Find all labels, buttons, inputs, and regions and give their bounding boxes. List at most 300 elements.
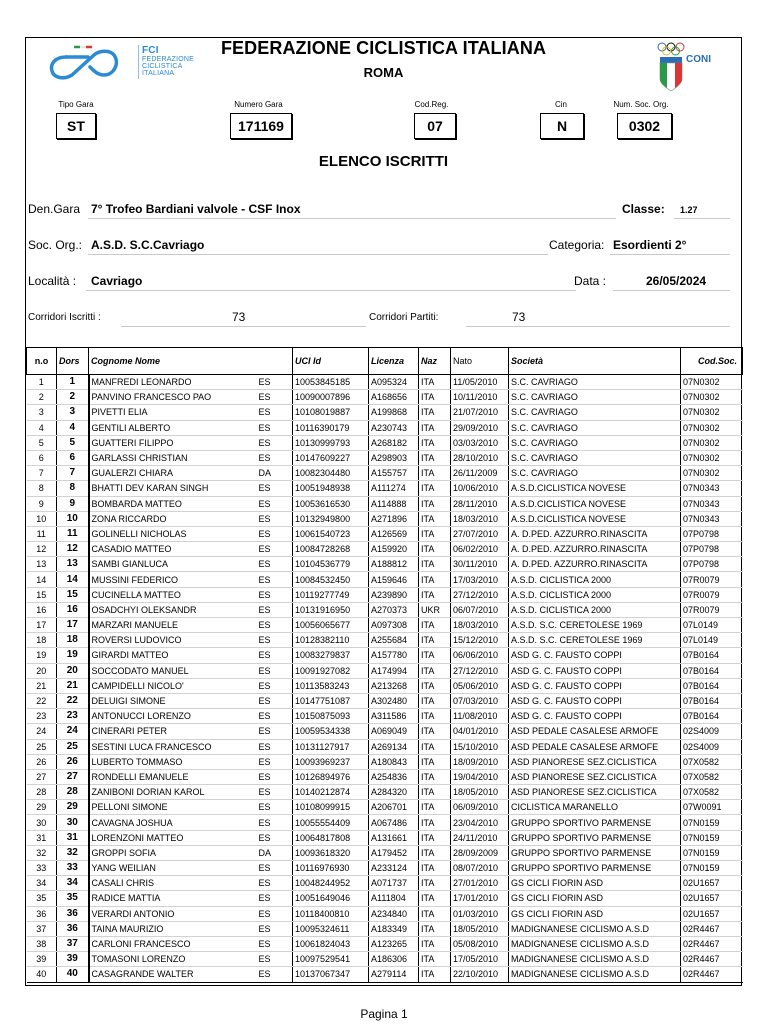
birth-date: 28/10/2010 (451, 450, 509, 465)
den-gara-value: 7° Trofeo Bardiani valvole - CSF Inox (91, 202, 301, 216)
rider-name: CASAGRANDE WALTER (89, 967, 257, 982)
uci-id: 10053616530 (293, 496, 369, 511)
cod-reg-value: 07 (414, 113, 456, 139)
row-number: 12 (27, 542, 57, 557)
team-code: 07R0079 (681, 572, 743, 587)
uci-id: 10140212874 (293, 785, 369, 800)
tipo-gara-label: Tipo Gara (58, 100, 94, 109)
row-number: 15 (27, 587, 57, 602)
bib-number: 20 (57, 663, 89, 678)
uci-id: 10108099915 (293, 800, 369, 815)
uci-id: 10091927082 (293, 663, 369, 678)
birth-date: 18/09/2010 (451, 754, 509, 769)
bib-number: 32 (57, 845, 89, 860)
bib-number: 3 (57, 405, 89, 420)
team-code: 07N0159 (681, 845, 743, 860)
row-number: 31 (27, 830, 57, 845)
uci-id: 10116976930 (293, 861, 369, 876)
bib-number: 24 (57, 724, 89, 739)
bib-number: 29 (57, 800, 89, 815)
localita-underline (86, 290, 576, 291)
rider-name: TOMASONI LORENZO (89, 952, 257, 967)
row-number: 13 (27, 557, 57, 572)
nationality: ITA (419, 511, 451, 526)
rider-name: ZONA RICCARDO (89, 511, 257, 526)
rider-category: DA (257, 845, 293, 860)
table-row (27, 420, 743, 435)
rider-category: ES (257, 678, 293, 693)
table-row (27, 936, 743, 951)
birth-date: 10/06/2010 (451, 481, 509, 496)
license-number: A157780 (369, 648, 419, 663)
nationality: ITA (419, 845, 451, 860)
rider-category: ES (257, 557, 293, 572)
table-row (27, 906, 743, 921)
table-row (27, 785, 743, 800)
table-row (27, 815, 743, 830)
row-number: 27 (27, 769, 57, 784)
team-name: GRUPPO SPORTIVO PARMENSE (509, 830, 681, 845)
rider-name: RONDELLI EMANUELE (89, 769, 257, 784)
row-number: 3 (27, 405, 57, 420)
birth-date: 28/09/2009 (451, 845, 509, 860)
row-number: 7 (27, 466, 57, 481)
team-name: MADIGNANESE CICLISMO A.S.D (509, 936, 681, 951)
row-number: 29 (27, 800, 57, 815)
bib-number: 15 (57, 587, 89, 602)
uci-id: 10093618320 (293, 845, 369, 860)
team-code: 07N0159 (681, 830, 743, 845)
cin-value: N (540, 113, 584, 139)
license-number: A279114 (369, 967, 419, 982)
team-code: 07N0302 (681, 390, 743, 405)
birth-date: 27/07/2010 (451, 526, 509, 541)
rider-category: ES (257, 830, 293, 845)
license-number: A213268 (369, 678, 419, 693)
col-header-dors: Dors (57, 348, 89, 375)
nationality: ITA (419, 466, 451, 481)
bib-number: 5 (57, 435, 89, 450)
table-row (27, 572, 743, 587)
nationality: ITA (419, 785, 451, 800)
license-number: A159920 (369, 542, 419, 557)
row-number: 21 (27, 678, 57, 693)
license-number: A111804 (369, 891, 419, 906)
nationality: ITA (419, 876, 451, 891)
birth-date: 15/12/2010 (451, 633, 509, 648)
license-number: A234840 (369, 906, 419, 921)
table-row (27, 526, 743, 541)
uci-id: 10084532450 (293, 572, 369, 587)
team-code: 02S4009 (681, 724, 743, 739)
nationality: ITA (419, 952, 451, 967)
team-name: MADIGNANESE CICLISMO A.S.D (509, 952, 681, 967)
license-number: A302480 (369, 693, 419, 708)
rider-category: ES (257, 861, 293, 876)
classe-value: 1.27 (680, 205, 698, 215)
birth-date: 19/04/2010 (451, 769, 509, 784)
team-name: A. D.PED. AZZURRO.RINASCITA (509, 526, 681, 541)
nationality: ITA (419, 390, 451, 405)
bib-number: 18 (57, 633, 89, 648)
num-soc-org-value: 0302 (617, 113, 672, 139)
rider-name: MARZARI MANUELE (89, 618, 257, 633)
uci-id: 10147751087 (293, 693, 369, 708)
birth-date: 18/05/2010 (451, 785, 509, 800)
uci-id: 10104536779 (293, 557, 369, 572)
license-number: A298903 (369, 450, 419, 465)
categoria-underline (610, 254, 730, 255)
table-row (27, 466, 743, 481)
row-number: 10 (27, 511, 57, 526)
birth-date: 18/03/2010 (451, 511, 509, 526)
team-name: S.C. CAVRIAGO (509, 450, 681, 465)
license-number: A155757 (369, 466, 419, 481)
entries-table (26, 347, 743, 983)
bib-number: 26 (57, 754, 89, 769)
rider-name: MANFREDI LEONARDO (89, 375, 257, 390)
birth-date: 07/03/2010 (451, 693, 509, 708)
rider-name: CASALI CHRIS (89, 876, 257, 891)
license-number: A206701 (369, 800, 419, 815)
license-number: A183349 (369, 921, 419, 936)
table-row (27, 739, 743, 754)
team-code: 07P0798 (681, 526, 743, 541)
rider-category: ES (257, 709, 293, 724)
team-name: ASD PIANORESE SEZ.CICLISTICA (509, 785, 681, 800)
row-number: 5 (27, 435, 57, 450)
table-row (27, 663, 743, 678)
table-row (27, 693, 743, 708)
table-row (27, 435, 743, 450)
rider-name: CINERARI PETER (89, 724, 257, 739)
license-number: A233124 (369, 861, 419, 876)
row-number: 33 (27, 861, 57, 876)
bib-number: 8 (57, 481, 89, 496)
team-code: 07N0159 (681, 815, 743, 830)
team-name: GRUPPO SPORTIVO PARMENSE (509, 845, 681, 860)
den-gara-underline (88, 218, 616, 219)
row-number: 4 (27, 420, 57, 435)
birth-date: 28/11/2010 (451, 496, 509, 511)
bib-number: 25 (57, 739, 89, 754)
nationality: ITA (419, 587, 451, 602)
team-name: A.S.D.CICLISTICA NOVESE (509, 496, 681, 511)
rider-category: DA (257, 466, 293, 481)
rider-category: ES (257, 754, 293, 769)
row-number: 19 (27, 648, 57, 663)
bib-number: 2 (57, 390, 89, 405)
birth-date: 05/06/2010 (451, 678, 509, 693)
uci-id: 10061824043 (293, 936, 369, 951)
license-number: A126569 (369, 526, 419, 541)
nationality: ITA (419, 800, 451, 815)
rider-name: GUALERZI CHIARA (89, 466, 257, 481)
bib-number: 33 (57, 861, 89, 876)
nationality: ITA (419, 496, 451, 511)
col-header-licenza: Licenza (369, 348, 419, 375)
team-name: A.S.D. S.C. CERETOLESE 1969 (509, 633, 681, 648)
row-number: 6 (27, 450, 57, 465)
rider-category: ES (257, 572, 293, 587)
row-number: 40 (27, 967, 57, 982)
rider-name: ROVERSI LUDOVICO (89, 633, 257, 648)
rider-category: ES (257, 648, 293, 663)
rider-category: ES (257, 739, 293, 754)
table-row (27, 450, 743, 465)
uci-id: 10137067347 (293, 967, 369, 982)
license-number: A111274 (369, 481, 419, 496)
team-code: 02R4467 (681, 936, 743, 951)
rider-category: ES (257, 633, 293, 648)
federation-city: ROMA (363, 65, 404, 80)
birth-date: 27/12/2010 (451, 587, 509, 602)
table-row (27, 876, 743, 891)
rider-category: ES (257, 602, 293, 617)
rider-category: ES (257, 891, 293, 906)
license-number: A174994 (369, 663, 419, 678)
table-row (27, 587, 743, 602)
team-code: 07B0164 (681, 709, 743, 724)
birth-date: 26/11/2009 (451, 466, 509, 481)
table-row (27, 481, 743, 496)
data-underline (613, 290, 730, 291)
team-code: 07N0302 (681, 405, 743, 420)
uci-id: 10119277749 (293, 587, 369, 602)
license-number: A239890 (369, 587, 419, 602)
rider-category: ES (257, 526, 293, 541)
team-name: GS CICLI FIORIN ASD (509, 876, 681, 891)
corridori-iscritti-value: 73 (232, 310, 246, 324)
team-name: ASD G. C. FAUSTO COPPI (509, 663, 681, 678)
nationality: ITA (419, 936, 451, 951)
license-number: A071737 (369, 876, 419, 891)
license-number: A069049 (369, 724, 419, 739)
uci-id: 10083279837 (293, 648, 369, 663)
team-name: A. D.PED. AZZURRO.RINASCITA (509, 542, 681, 557)
rider-name: DELUIGI SIMONE (89, 693, 257, 708)
uci-id: 10118400810 (293, 906, 369, 921)
rider-name: GOLINELLI NICHOLAS (89, 526, 257, 541)
team-name: A.S.D. CICLISTICA 2000 (509, 572, 681, 587)
uci-id: 10051649046 (293, 891, 369, 906)
row-number: 39 (27, 952, 57, 967)
table-row (27, 845, 743, 860)
team-code: 07B0164 (681, 678, 743, 693)
bib-number: 13 (57, 557, 89, 572)
bib-number: 12 (57, 542, 89, 557)
numero-gara-label: Numero Gara (234, 100, 283, 109)
team-name: S.C. CAVRIAGO (509, 390, 681, 405)
rider-name: ANTONUCCI LORENZO (89, 709, 257, 724)
birth-date: 04/01/2010 (451, 724, 509, 739)
nationality: ITA (419, 542, 451, 557)
bib-number: 1 (57, 375, 89, 390)
rider-name: BHATTI DEV KARAN SINGH (89, 481, 257, 496)
license-number: A255684 (369, 633, 419, 648)
rider-name: GIRARDI MATTEO (89, 648, 257, 663)
uci-id: 10097529541 (293, 952, 369, 967)
uci-id: 10082304480 (293, 466, 369, 481)
nationality: ITA (419, 405, 451, 420)
team-code: 07N0302 (681, 375, 743, 390)
row-number: 26 (27, 754, 57, 769)
uci-id: 10053845185 (293, 375, 369, 390)
nationality: ITA (419, 435, 451, 450)
team-name: S.C. CAVRIAGO (509, 435, 681, 450)
nationality: ITA (419, 769, 451, 784)
team-code: 02U1657 (681, 876, 743, 891)
team-name: MADIGNANESE CICLISMO A.S.D (509, 967, 681, 982)
nationality: ITA (419, 450, 451, 465)
team-code: 07N0302 (681, 466, 743, 481)
license-number: A271896 (369, 511, 419, 526)
team-name: A.S.D.CICLISTICA NOVESE (509, 481, 681, 496)
table-header-row (27, 348, 743, 375)
row-number: 24 (27, 724, 57, 739)
team-code: 07P0798 (681, 557, 743, 572)
birth-date: 06/02/2010 (451, 542, 509, 557)
birth-date: 21/07/2010 (451, 405, 509, 420)
license-number: A168656 (369, 390, 419, 405)
bib-number: 40 (57, 967, 89, 982)
nationality: UKR (419, 602, 451, 617)
table-row (27, 633, 743, 648)
license-number: A097308 (369, 618, 419, 633)
birth-date: 06/09/2010 (451, 800, 509, 815)
uci-id: 10108019887 (293, 405, 369, 420)
table-row (27, 648, 743, 663)
list-title: ELENCO ISCRITTI (318, 153, 449, 170)
corridori-iscritti-label: Corridori Iscritti : (28, 312, 101, 323)
rider-category: ES (257, 936, 293, 951)
table-row (27, 724, 743, 739)
rider-category: ES (257, 724, 293, 739)
bib-number: 30 (57, 815, 89, 830)
nationality: ITA (419, 693, 451, 708)
localita-label: Località : (28, 274, 77, 288)
rider-name: BOMBARDA MATTEO (89, 496, 257, 511)
table-row (27, 678, 743, 693)
row-number: 20 (27, 663, 57, 678)
rider-category: ES (257, 450, 293, 465)
uci-id: 10113583243 (293, 678, 369, 693)
bib-number: 36 (57, 906, 89, 921)
rider-category: ES (257, 693, 293, 708)
uci-id: 10055554409 (293, 815, 369, 830)
table-row (27, 390, 743, 405)
license-number: A230743 (369, 420, 419, 435)
bib-number: 14 (57, 572, 89, 587)
uci-id: 10131916950 (293, 602, 369, 617)
team-code: 07L0149 (681, 633, 743, 648)
team-name: ASD PIANORESE SEZ.CICLISTICA (509, 769, 681, 784)
birth-date: 08/07/2010 (451, 861, 509, 876)
team-name: CICLISTICA MARANELLO (509, 800, 681, 815)
rider-name: RADICE MATTIA (89, 891, 257, 906)
team-code: 07X0582 (681, 769, 743, 784)
row-number: 35 (27, 891, 57, 906)
rider-category: ES (257, 618, 293, 633)
rider-name: LORENZONI MATTEO (89, 830, 257, 845)
birth-date: 22/10/2010 (451, 967, 509, 982)
bib-number: 17 (57, 618, 89, 633)
rider-name: PIVETTI ELIA (89, 405, 257, 420)
nationality: ITA (419, 724, 451, 739)
row-number: 17 (27, 618, 57, 633)
col-header-cod-soc: Cod.Soc. (681, 348, 743, 375)
rider-category: ES (257, 815, 293, 830)
license-number: A311586 (369, 709, 419, 724)
team-name: GRUPPO SPORTIVO PARMENSE (509, 861, 681, 876)
rider-name: CASADIO MATTEO (89, 542, 257, 557)
table-row (27, 967, 743, 982)
team-name: MADIGNANESE CICLISMO A.S.D (509, 921, 681, 936)
table-row (27, 602, 743, 617)
bib-number: 9 (57, 496, 89, 511)
categoria-value: Esordienti 2° (613, 238, 687, 252)
birth-date: 30/11/2010 (451, 557, 509, 572)
rider-name: YANG WEILIAN (89, 861, 257, 876)
olympic-rings-shield-icon (656, 41, 688, 93)
birth-date: 01/03/2010 (451, 906, 509, 921)
license-number: A180843 (369, 754, 419, 769)
fci-line2: CICLISTICA (142, 63, 183, 70)
rider-name: SESTINI LUCA FRANCESCO (89, 739, 257, 754)
soc-org-underline (88, 254, 548, 255)
license-number: A067486 (369, 815, 419, 830)
birth-date: 27/12/2010 (451, 663, 509, 678)
rider-category: ES (257, 952, 293, 967)
data-value: 26/05/2024 (646, 274, 707, 288)
team-code: 02R4467 (681, 967, 743, 982)
rider-name: GUATTERI FILIPPO (89, 435, 257, 450)
data-label: Data : (574, 274, 607, 288)
row-number: 14 (27, 572, 57, 587)
team-code: 02U1657 (681, 906, 743, 921)
categoria-label: Categoria: (549, 238, 605, 252)
team-name: ASD G. C. FAUSTO COPPI (509, 678, 681, 693)
birth-date: 11/08/2010 (451, 709, 509, 724)
document-frame (25, 37, 742, 986)
team-code: 07N0343 (681, 496, 743, 511)
col-header-no: n.o (27, 348, 57, 375)
table-row (27, 830, 743, 845)
row-number: 1 (27, 375, 57, 390)
corridori-partiti-label: Corridori Partiti: (369, 312, 439, 323)
col-header-naz: Naz (419, 348, 451, 375)
team-name: S.C. CAVRIAGO (509, 466, 681, 481)
team-code: 07N0159 (681, 861, 743, 876)
license-number: A159646 (369, 572, 419, 587)
birth-date: 06/06/2010 (451, 648, 509, 663)
rider-category: ES (257, 511, 293, 526)
rider-name: VERARDI ANTONIO (89, 906, 257, 921)
nationality: ITA (419, 891, 451, 906)
uci-id: 10048244952 (293, 876, 369, 891)
uci-id: 10116390179 (293, 420, 369, 435)
team-code: 02S4009 (681, 739, 743, 754)
rider-name: CAMPIDELLI NICOLO' (89, 678, 257, 693)
team-name: A.S.D. CICLISTICA 2000 (509, 587, 681, 602)
table-row (27, 709, 743, 724)
nationality: ITA (419, 618, 451, 633)
team-code: 07N0302 (681, 420, 743, 435)
corridori-partiti-underline (466, 326, 730, 327)
nationality: ITA (419, 921, 451, 936)
row-number: 37 (27, 921, 57, 936)
bib-number: 16 (57, 602, 89, 617)
